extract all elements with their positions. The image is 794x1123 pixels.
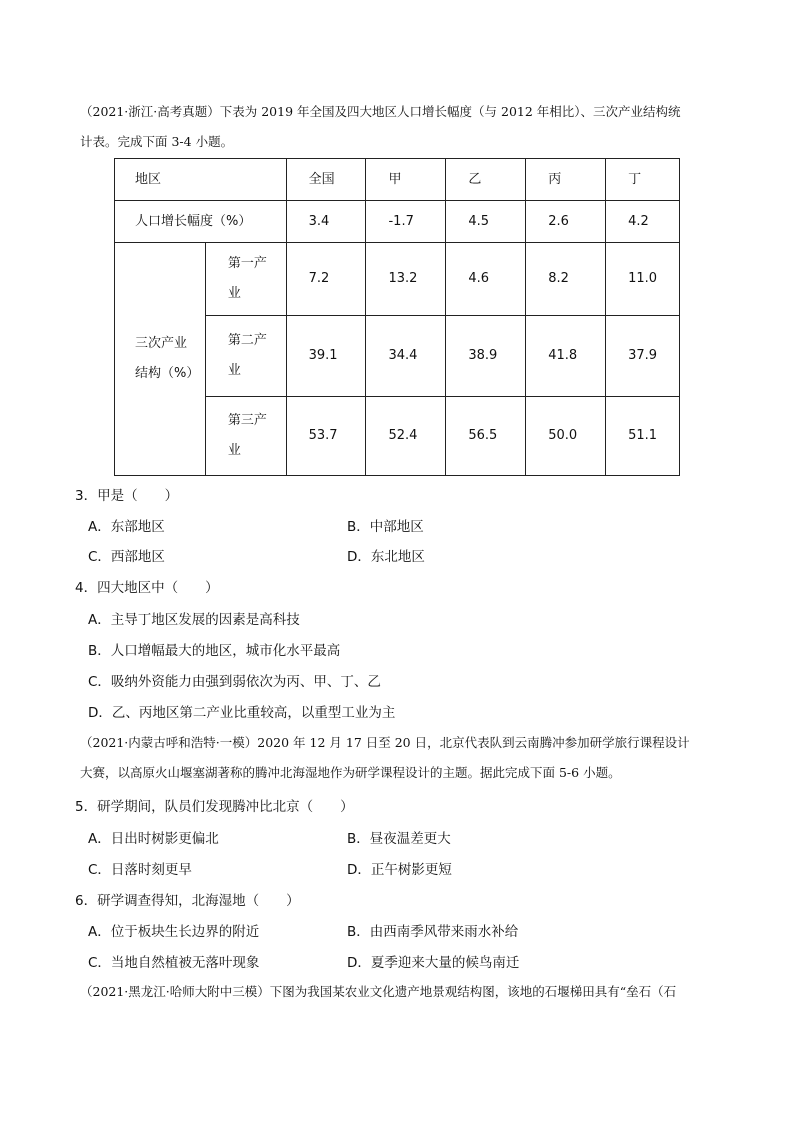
- question-5-stem: 5．研学期间，队员们发现腾冲比北京（ ）: [75, 799, 354, 815]
- intro-2-line-2: 大赛，以高原火山堰塞湖著称的腾冲北海湿地作为研学课程设计的主题。据此完成下面 5-6 小题。: [80, 765, 621, 780]
- table-cell: 53.7: [286, 397, 366, 476]
- question-3-option-a[interactable]: A．东部地区: [88, 519, 165, 535]
- table-cell: 51.1: [606, 397, 680, 476]
- table-cell: 4.6: [446, 243, 526, 316]
- primary-industry-label: [205, 243, 286, 316]
- question-6-option-d[interactable]: D．夏季迎来大量的候鸟南迁: [347, 955, 520, 971]
- table-row-primary: [115, 243, 680, 316]
- header-ding: 丁: [606, 159, 680, 201]
- header-bing: 丙: [526, 159, 606, 201]
- intro-passage-3: [80, 977, 720, 1007]
- table-cell: 3.4: [286, 201, 366, 243]
- intro-1-line-2: 计表。完成下面 3-4 小题。: [80, 134, 234, 149]
- population-label: 人口增长幅度（%）: [115, 201, 287, 243]
- table-cell: 34.4: [366, 316, 446, 397]
- table-header-row: [115, 159, 680, 201]
- primary-label-line-1: 第一产: [227, 256, 267, 271]
- intro-3-line-1: （2021·黑龙江·哈师大附中三模）下图为我国某农业文化遗产地景观结构图，该地的石堰梯田具有“垒石（石: [80, 984, 677, 999]
- table-cell: -1.7: [366, 201, 446, 243]
- header-region: 地区: [115, 159, 287, 201]
- secondary-label-line-2: 业: [227, 363, 241, 378]
- table-cell: 37.9: [606, 316, 680, 397]
- question-4-option-a[interactable]: A．主导丁地区发展的因素是高科技: [88, 612, 300, 628]
- table-cell: 39.1: [286, 316, 366, 397]
- header-jia: 甲: [366, 159, 446, 201]
- intro-2-line-1: （2021·内蒙古呼和浩特·一模）2020 年 12 月 17 日至 20 日，北京代表队到云南腾冲参加研学旅行课程设计: [80, 735, 690, 750]
- secondary-industry-label: [205, 316, 286, 397]
- question-6-option-c[interactable]: C．当地自然植被无落叶现象: [88, 955, 260, 971]
- table-cell: 8.2: [526, 243, 606, 316]
- tertiary-label-line-2: 业: [227, 443, 241, 458]
- table-cell: 4.2: [606, 201, 680, 243]
- question-5-option-c[interactable]: C．日落时刻更早: [88, 862, 192, 878]
- table-cell: 52.4: [366, 397, 446, 476]
- intro-passage-2: [80, 728, 720, 788]
- tertiary-label-line-1: 第三产: [227, 413, 267, 428]
- question-6-option-b[interactable]: B．由西南季风带来雨水补给: [347, 924, 519, 940]
- question-3-stem: 3．甲是（ ）: [75, 488, 179, 504]
- table-cell: 11.0: [606, 243, 680, 316]
- population-industry-table: [114, 158, 680, 476]
- table-cell: 7.2: [286, 243, 366, 316]
- question-4-stem: 4．四大地区中（ ）: [75, 580, 219, 596]
- table-row-population: [115, 201, 680, 243]
- intro-1-line-1: （2021·浙江·高考真题）下表为 2019 年全国及四大地区人口增长幅度（与 2012 年相比）、三次产业结构统: [80, 104, 681, 119]
- table-cell: 2.6: [526, 201, 606, 243]
- table-cell: 38.9: [446, 316, 526, 397]
- question-4-option-d[interactable]: D．乙、丙地区第二产业比重较高，以重型工业为主: [88, 705, 396, 721]
- question-5-option-d[interactable]: D．正午树影更短: [347, 862, 452, 878]
- primary-label-line-2: 业: [227, 286, 241, 301]
- question-3-option-d[interactable]: D．东北地区: [347, 549, 425, 565]
- question-3-option-b[interactable]: B．中部地区: [347, 519, 424, 535]
- tertiary-industry-label: [205, 397, 286, 476]
- header-yi: 乙: [446, 159, 526, 201]
- secondary-label-line-1: 第二产: [227, 333, 267, 348]
- question-6-stem: 6．研学调查得知，北海湿地（ ）: [75, 893, 300, 909]
- question-4-option-b[interactable]: B．人口增幅最大的地区，城市化水平最高: [88, 643, 341, 659]
- question-6-option-a[interactable]: A．位于板块生长边界的附近: [88, 924, 260, 940]
- industry-structure-label-line-1: 三次产业: [135, 336, 188, 351]
- table-cell: 41.8: [526, 316, 606, 397]
- table-cell: 4.5: [446, 201, 526, 243]
- header-national: 全国: [286, 159, 366, 201]
- question-4-option-c[interactable]: C．吸纳外资能力由强到弱依次为丙、甲、丁、乙: [88, 674, 381, 690]
- question-5-option-a[interactable]: A．日出时树影更偏北: [88, 831, 219, 847]
- industry-structure-label: [115, 243, 206, 476]
- intro-passage-1: [80, 97, 720, 157]
- question-5-option-b[interactable]: B．昼夜温差更大: [347, 831, 451, 847]
- question-3-option-c[interactable]: C．西部地区: [88, 549, 165, 565]
- table-cell: 13.2: [366, 243, 446, 316]
- table-cell: 50.0: [526, 397, 606, 476]
- industry-structure-label-line-2: 结构（%）: [135, 366, 200, 381]
- table-cell: 56.5: [446, 397, 526, 476]
